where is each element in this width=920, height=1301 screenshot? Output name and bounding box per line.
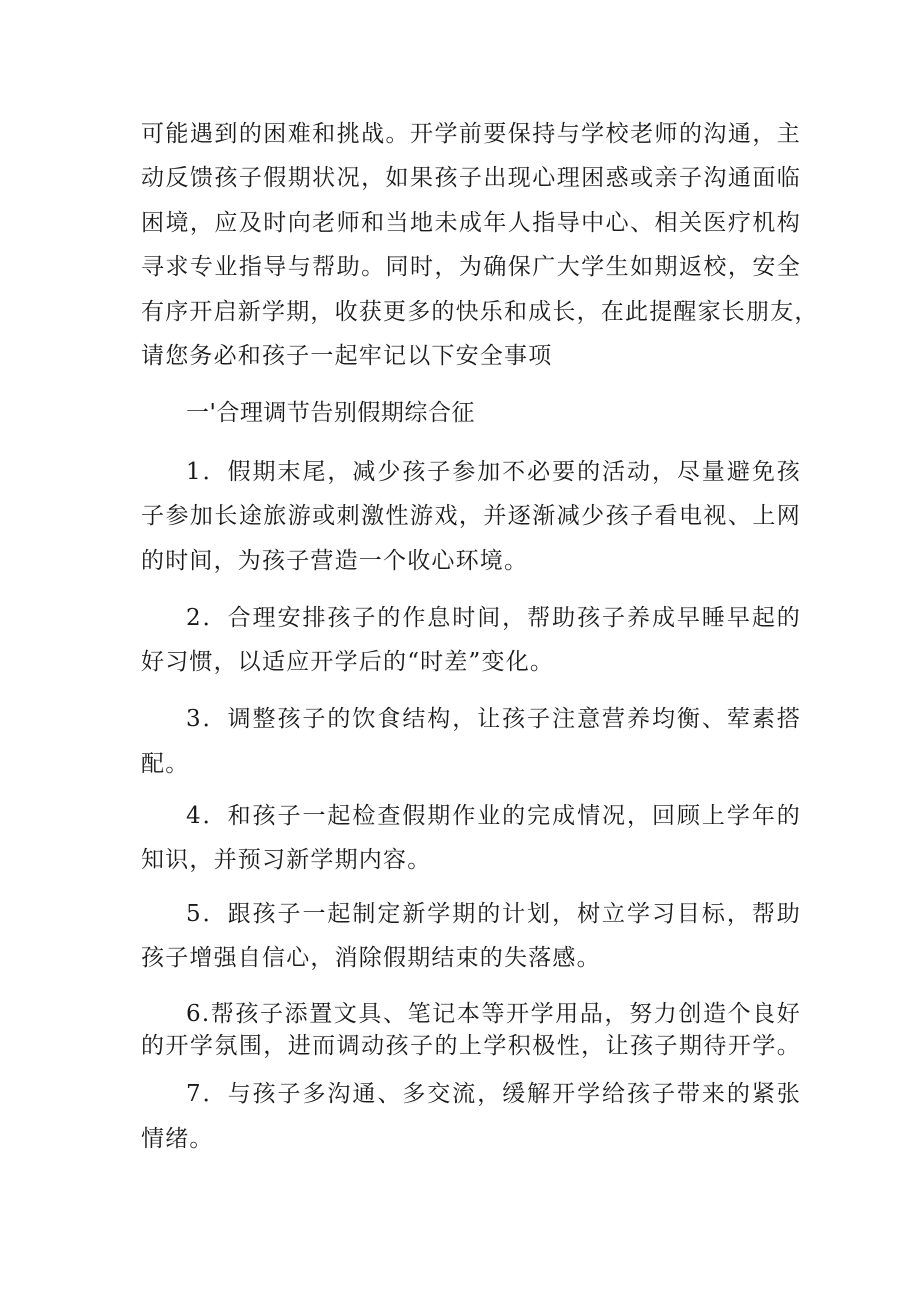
section-heading: 一'合理调节告别假期综合征 — [186, 400, 475, 426]
list-item-line: 7．与孩子多沟通、多交流，缓解开学给孩子带来的紧张 — [186, 1081, 801, 1107]
list-item-line: 的开学氛围，进而调动孩子的上学积极性，让孩子期待开学。 — [141, 1033, 801, 1059]
list-item-line: 4．和孩子一起检查假期作业的完成情况，回顾上学年的 — [186, 803, 801, 829]
intro-line: 动反馈孩子假期状况，如果孩子出现心理困惑或亲子沟通面临 — [141, 165, 801, 191]
intro-line: 困境，应及时向老师和当地未成年人指导中心、相关医疗机构 — [141, 210, 801, 236]
intro-line: 可能遇到的困难和挑战。开学前要保持与学校老师的沟通，主 — [141, 121, 801, 147]
list-item-line: 子参加长途旅游或刺激性游戏，并逐渐减少孩子看电视、上网 — [141, 503, 801, 529]
list-item-line: 6.帮孩子添置文具、笔记本等开学用品，努力创造个良好 — [186, 1001, 801, 1027]
list-item-line: 孩子增强自信心，消除假期结束的失落感。 — [141, 945, 601, 971]
list-item-line: 1．假期末尾，减少孩子参加不必要的活动，尽量避免孩 — [186, 459, 801, 485]
list-item-line: 知识，并预习新学期内容。 — [141, 847, 432, 873]
intro-line: 请您务必和孩子一起牢记以下安全事项 — [141, 343, 553, 369]
intro-line: 有序开启新学期，收获更多的快乐和成长，在此提醒家长朋友， — [141, 299, 819, 325]
intro-line: 寻求专业指导与帮助。同时，为确保广大学生如期返校，安全 — [141, 254, 801, 280]
list-item-line: 配。 — [141, 751, 190, 777]
list-item-line: 的时间，为孩子营造一个收心环境。 — [141, 548, 529, 574]
list-item-line: 好习惯，以适应开学后的“时差”变化。 — [141, 649, 555, 675]
list-item-line: 3．调整孩子的饮食结构，让孩子注意营养均衡、荤素搭 — [186, 706, 801, 732]
list-item-line: 5．跟孩子一起制定新学期的计划，树立学习目标，帮助 — [186, 901, 801, 927]
list-item-line: 情绪。 — [141, 1126, 214, 1152]
list-item-line: 2．合理安排孩子的作息时间，帮助孩子养成早睡早起的 — [186, 605, 801, 631]
